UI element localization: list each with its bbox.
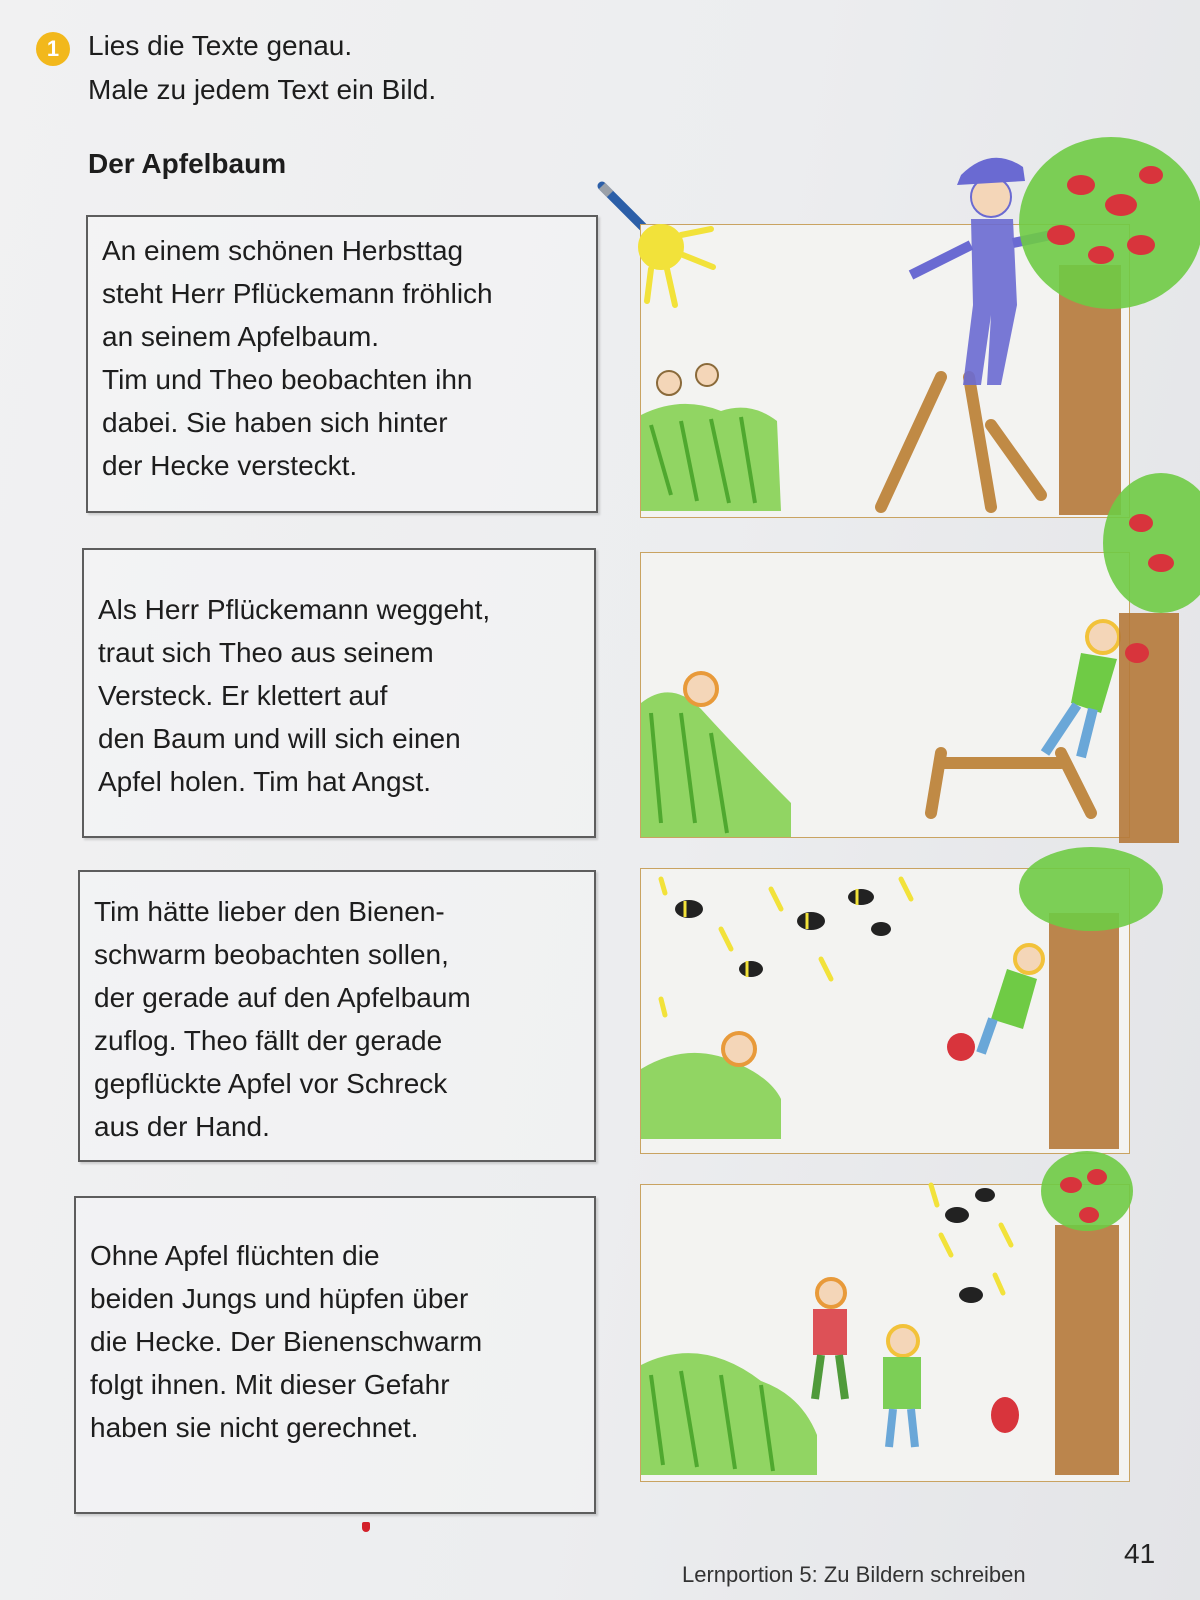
child-drawing-2 xyxy=(641,553,1129,837)
falling-apple-drawing xyxy=(947,1033,975,1061)
text-box-3 xyxy=(78,870,596,1162)
hedge-drawing xyxy=(641,692,791,837)
text-line: dabei. Sie haben sich hinter xyxy=(102,407,448,438)
instruction-line-1: Lies die Texte genau. xyxy=(88,30,353,61)
drawing-frame-4 xyxy=(640,1184,1130,1482)
text-line: beiden Jungs und hüpfen über xyxy=(90,1283,469,1314)
text-line: Als Herr Pflückemann weggeht, xyxy=(98,594,491,625)
boy-2-drawing xyxy=(883,1326,921,1447)
text-line: die Hecke. Der Bienenschwarm xyxy=(90,1326,483,1357)
drawing-frame-3 xyxy=(640,868,1130,1154)
story-title: Der Apfelbaum xyxy=(88,148,287,179)
drawing-frame-1 xyxy=(640,224,1130,518)
text-box-2 xyxy=(82,548,596,838)
text-line: An einem schönen Herbsttag xyxy=(102,235,464,266)
theo-drawing xyxy=(1045,621,1119,757)
instruction-line-2: Male zu jedem Text ein Bild. xyxy=(88,74,437,105)
text-line: Tim hätte lieber den Bienen- xyxy=(94,896,445,927)
theo-falling-drawing xyxy=(981,945,1043,1053)
text-box-4 xyxy=(74,1196,596,1514)
text-line: zuflog. Theo fällt der gerade xyxy=(94,1025,443,1056)
child-drawing-1 xyxy=(641,225,1129,517)
child-drawing-4 xyxy=(641,1185,1129,1481)
text-line: gepflückte Apfel vor Schreck xyxy=(94,1068,448,1099)
ladder-drawing xyxy=(931,753,1091,813)
text-line: steht Herr Pflückemann fröhlich xyxy=(102,278,493,309)
apple-tree-drawing xyxy=(1103,473,1200,843)
tim-head-drawing xyxy=(723,1033,755,1065)
text-line: der gerade auf den Apfelbaum xyxy=(94,982,471,1013)
child-drawing-3 xyxy=(641,869,1129,1153)
bee-swarm-drawing xyxy=(945,1188,995,1303)
apple-tree-drawing xyxy=(1019,847,1163,1149)
text-line: traut sich Theo aus seinem xyxy=(98,637,434,668)
task-number-badge: 1 xyxy=(36,32,70,66)
text-line: an seinem Apfelbaum. xyxy=(102,321,380,352)
text-line: folgt ihnen. Mit dieser Gefahr xyxy=(90,1369,450,1400)
sun-drawing xyxy=(641,227,713,305)
red-ink-mark xyxy=(362,1522,370,1532)
apple-on-ground-drawing xyxy=(991,1397,1019,1433)
ladder-drawing xyxy=(881,377,1041,507)
bee-stripes-drawing xyxy=(685,889,857,977)
text-line: aus der Hand. xyxy=(94,1111,270,1142)
text-line: haben sie nicht gerechnet. xyxy=(90,1412,419,1443)
text-line: den Baum und will sich einen xyxy=(98,723,461,754)
text-line: Apfel holen. Tim hat Angst. xyxy=(98,766,432,797)
apple-tree-drawing xyxy=(1041,1151,1133,1475)
kids-heads-drawing xyxy=(657,364,718,395)
footer-section-label: Lernportion 5: Zu Bildern schreiben xyxy=(682,1562,1026,1587)
tim-head-drawing xyxy=(685,673,717,705)
hedge-drawing xyxy=(641,404,781,511)
boy-1-drawing xyxy=(813,1279,847,1399)
drawing-frame-2 xyxy=(640,552,1130,838)
hedge-drawing xyxy=(641,1353,817,1475)
text-line: der Hecke versteckt. xyxy=(102,450,358,481)
text-box-1 xyxy=(86,215,598,513)
text-line: Versteck. Er klettert auf xyxy=(98,680,388,711)
pollen-marks-drawing xyxy=(661,879,911,1015)
hedge-drawing xyxy=(641,1053,781,1139)
bee-swarm-drawing xyxy=(675,889,891,977)
text-line: Tim und Theo beobachten ihn xyxy=(102,364,473,395)
apple-tree-drawing xyxy=(1019,137,1200,515)
page-number: 41 xyxy=(1124,1538,1156,1569)
text-line: Ohne Apfel flüchten die xyxy=(90,1240,380,1271)
pollen-marks-drawing xyxy=(931,1185,1011,1293)
text-line: schwarm beobachten sollen, xyxy=(94,939,449,970)
